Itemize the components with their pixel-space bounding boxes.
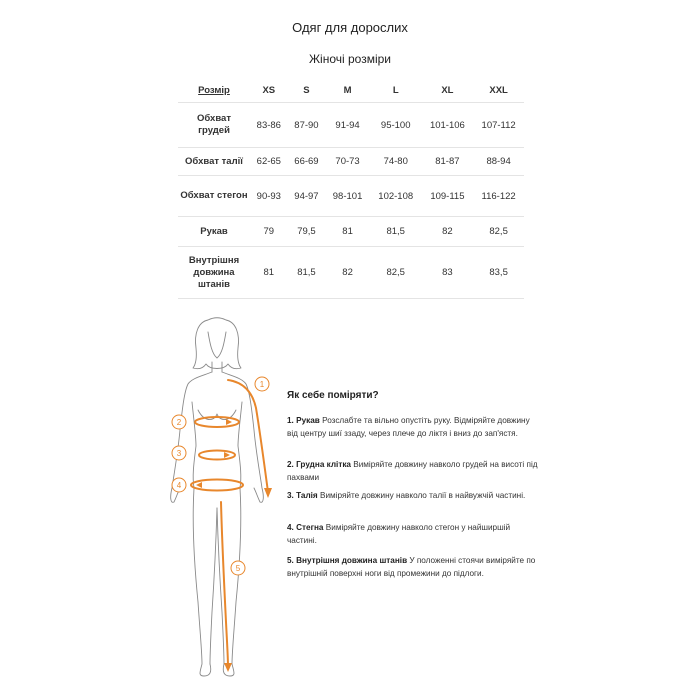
- table-row-waist: [178, 148, 524, 176]
- table-cell: 91-94: [325, 103, 370, 148]
- table-cell: 81,5: [370, 217, 422, 247]
- howto-step-waist: [287, 490, 542, 503]
- row-label: Обхват стегон: [178, 176, 250, 217]
- table-row-chest: [178, 103, 524, 148]
- howto-title: Як себе поміряти?: [287, 390, 379, 401]
- page-title: Одяг для дорослих: [292, 20, 408, 35]
- step-title: 3. Талія: [287, 491, 318, 500]
- table-cell: 83: [422, 247, 474, 299]
- table-cell: 82: [325, 247, 370, 299]
- table-cell: 101-106: [422, 103, 474, 148]
- size-header-row: [178, 78, 524, 103]
- body-outline: [171, 318, 264, 676]
- row-label: Обхват грудей: [178, 103, 250, 148]
- marker-5: 5: [235, 564, 241, 573]
- row-label: Рукав: [178, 217, 250, 247]
- table-cell: 98-101: [325, 176, 370, 217]
- table-cell: 82,5: [473, 217, 524, 247]
- table-cell: 82: [422, 217, 474, 247]
- size-header-m: M: [325, 78, 370, 103]
- table-cell: 88-94: [473, 148, 524, 176]
- size-header-label: Розмір: [178, 78, 250, 103]
- table-cell: 116-122: [473, 176, 524, 217]
- table-cell: 87-90: [288, 103, 326, 148]
- table-cell: 81: [325, 217, 370, 247]
- inseam-measure-line: [221, 502, 228, 667]
- table-cell: 95-100: [370, 103, 422, 148]
- howto-step-inseam: [287, 555, 542, 580]
- howto-step-sleeve: [287, 415, 542, 440]
- page-subtitle: Жіночі розміри: [308, 52, 392, 66]
- table-cell: 107-112: [473, 103, 524, 148]
- chest-measure-ellipse: [195, 417, 239, 427]
- table-cell: 81: [250, 247, 288, 299]
- size-header-xs: XS: [250, 78, 288, 103]
- table-cell: 66-69: [288, 148, 326, 176]
- step-text: Виміряйте довжину навколо грудей на висоті під пахвами: [287, 460, 538, 482]
- step-title: 1. Рукав: [287, 416, 320, 425]
- body-figure-illustration: [158, 312, 280, 684]
- sleeve-measure-line: [228, 380, 268, 492]
- size-header-l: L: [370, 78, 422, 103]
- howto-step-hips: [287, 522, 542, 547]
- step-title: 4. Стегна: [287, 523, 324, 532]
- step-text: Виміряйте довжину навколо стегон у найширшій частині.: [287, 523, 511, 545]
- size-header-xxl: XXL: [473, 78, 524, 103]
- marker-1: 1: [259, 380, 265, 389]
- table-cell: 79,5: [288, 217, 326, 247]
- table-cell: 83,5: [473, 247, 524, 299]
- table-cell: 109-115: [422, 176, 474, 217]
- size-header-xl: XL: [422, 78, 474, 103]
- step-title: 5. Внутрішня довжина штанів: [287, 556, 408, 565]
- size-header-s: S: [288, 78, 326, 103]
- table-cell: 74-80: [370, 148, 422, 176]
- size-table: [178, 78, 524, 299]
- step-text: У положенні стоячи виміряйте по внутрішній поверхні ноги від промежини до підлоги.: [287, 556, 536, 578]
- step-text: Розслабте та вільно опустіть руку. Відміряйте довжину від центру шиї ззаду, через плече до ліктя і вниз до зап'ястя.: [287, 416, 530, 438]
- table-cell: 70-73: [325, 148, 370, 176]
- table-cell: 62-65: [250, 148, 288, 176]
- table-row-sleeve: [178, 217, 524, 247]
- marker-4: 4: [176, 481, 182, 490]
- marker-2: 2: [176, 418, 182, 427]
- marker-circles: [172, 377, 269, 575]
- row-label: Обхват талії: [178, 148, 250, 176]
- marker-3: 3: [176, 449, 182, 458]
- table-cell: 90-93: [250, 176, 288, 217]
- table-cell: 81,5: [288, 247, 326, 299]
- row-label: Внутрішня довжина штанів: [178, 247, 250, 299]
- step-text: Виміряйте довжину навколо талії в найвужчій частині.: [320, 491, 526, 500]
- howto-step-chest: [287, 459, 542, 484]
- table-cell: 81-87: [422, 148, 474, 176]
- table-cell: 102-108: [370, 176, 422, 217]
- table-cell: 83-86: [250, 103, 288, 148]
- step-title: 2. Грудна клітка: [287, 460, 351, 469]
- table-cell: 79: [250, 217, 288, 247]
- table-cell: 82,5: [370, 247, 422, 299]
- table-cell: 94-97: [288, 176, 326, 217]
- table-row-inseam: [178, 247, 524, 299]
- table-row-hips: [178, 176, 524, 217]
